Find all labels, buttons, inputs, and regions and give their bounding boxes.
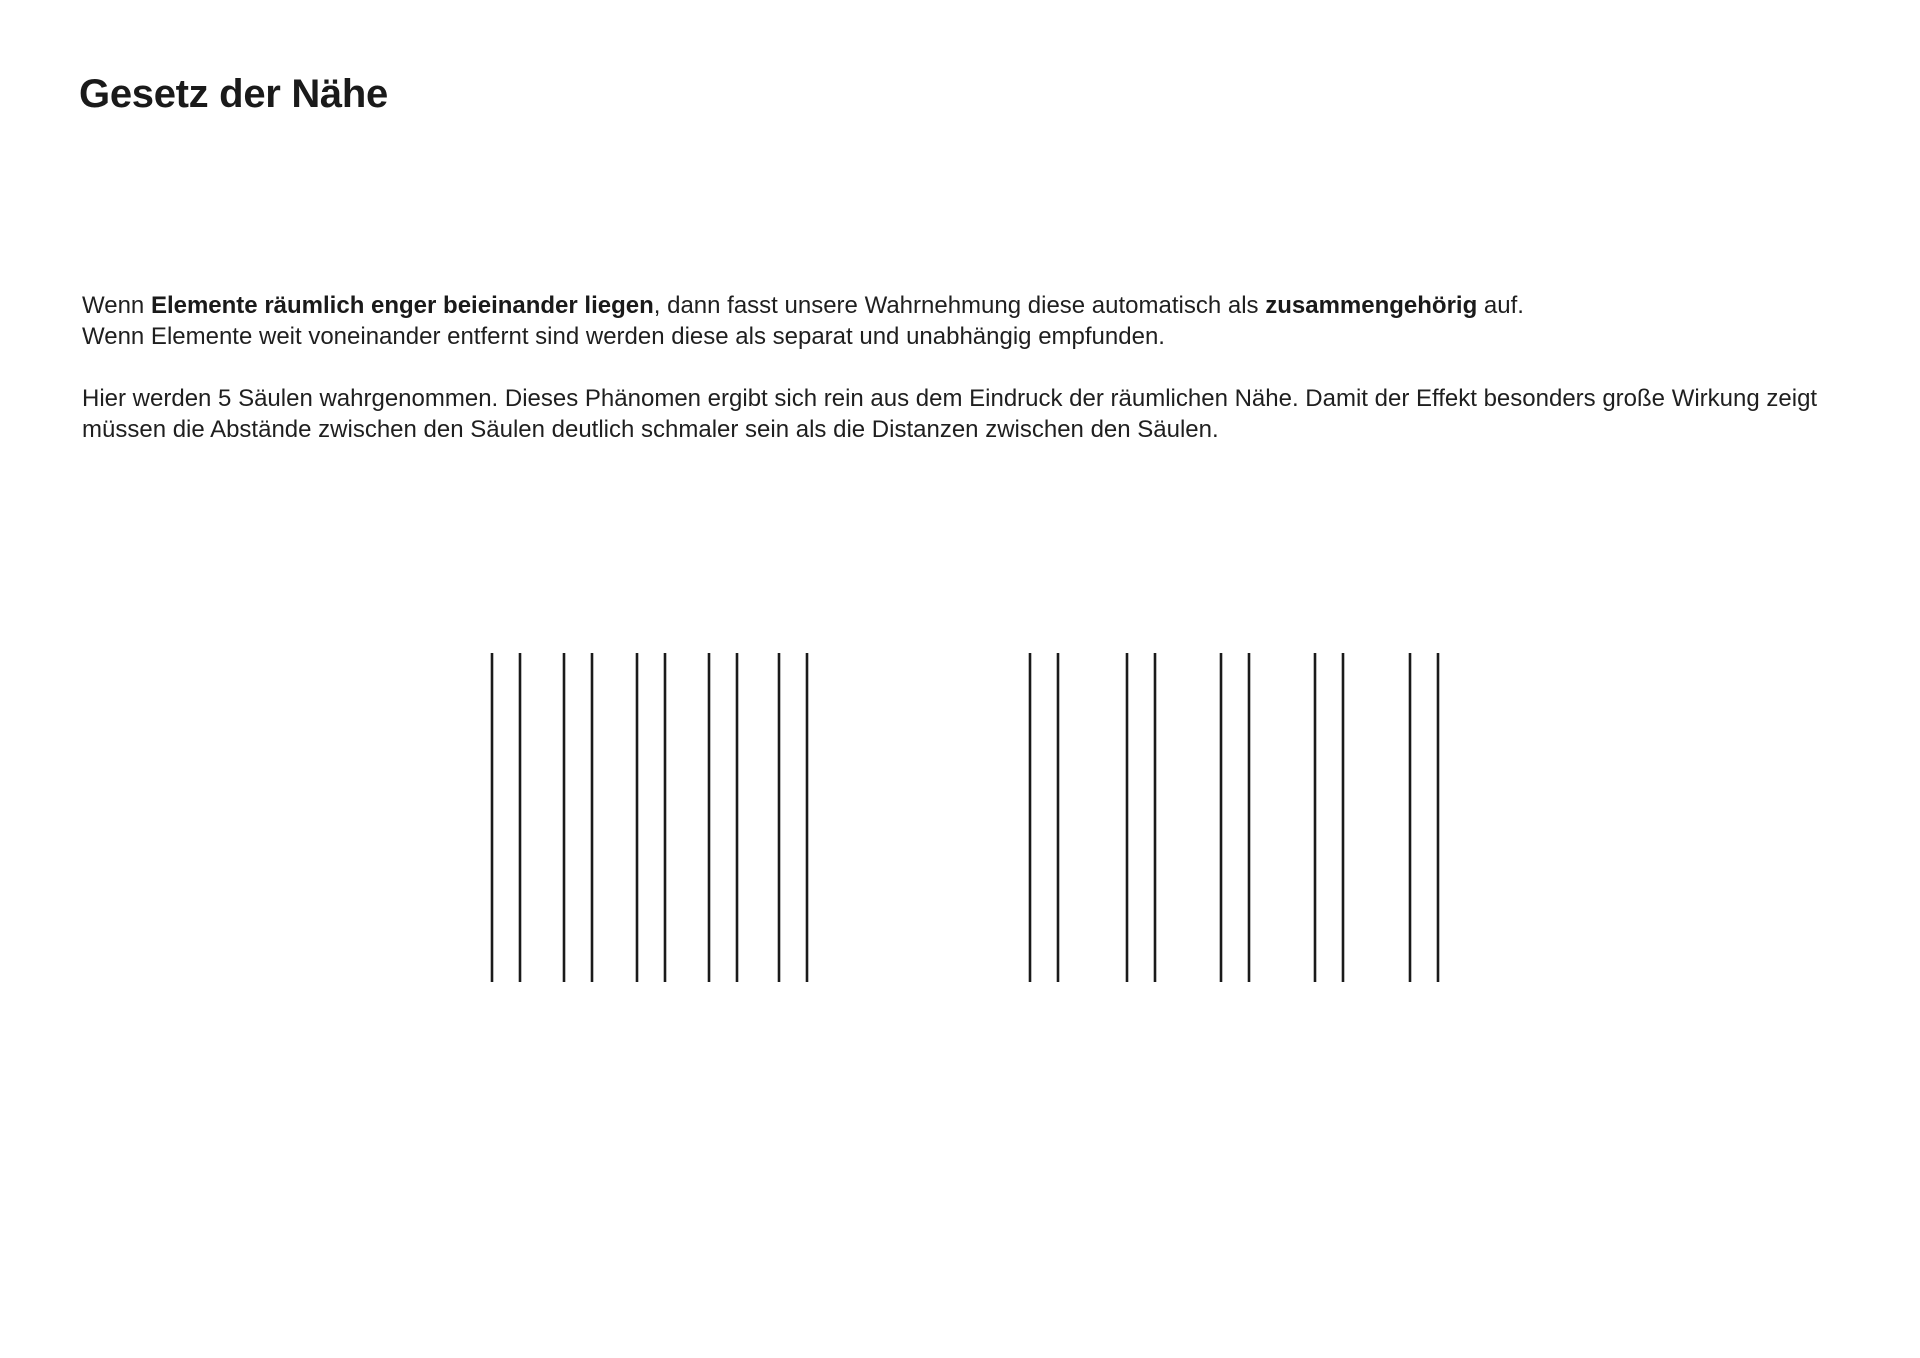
column-5	[1410, 653, 1438, 982]
p1-pre: Wenn	[82, 292, 151, 319]
page-title: Gesetz der Nähe	[79, 72, 388, 116]
p2-line-2: müssen die Abstände zwischen den Säulen deutlich schmaler sein als die Distanzen zwischen den Säulen.	[82, 416, 1219, 443]
column-4	[1315, 653, 1343, 982]
left-line-group	[492, 653, 807, 982]
p1-mid: , dann fasst unsere Wahrnehmung diese automatisch als	[653, 292, 1266, 319]
column-1	[1030, 653, 1058, 982]
p1-bold-elements: Elemente räumlich enger beieinander liegen	[150, 292, 654, 319]
column-2	[1127, 653, 1155, 982]
right-column-group	[1030, 653, 1438, 982]
p2-line-1: Hier werden 5 Säulen wahrgenommen. Dieses Phänomen ergibt sich rein aus dem Eindruck der räumlichen Nähe. Damit der Effekt besonders große Wirkung zeigt	[82, 385, 1818, 412]
p1-line-2: Wenn Elemente weit voneinander entfernt sind werden diese als separat und unabhängig empfunden.	[82, 323, 1165, 350]
p1-post: auf.	[1477, 292, 1524, 319]
column-3	[1221, 653, 1249, 982]
p1-bold-zusammengehoerig: zusammengehörig	[1265, 292, 1478, 319]
